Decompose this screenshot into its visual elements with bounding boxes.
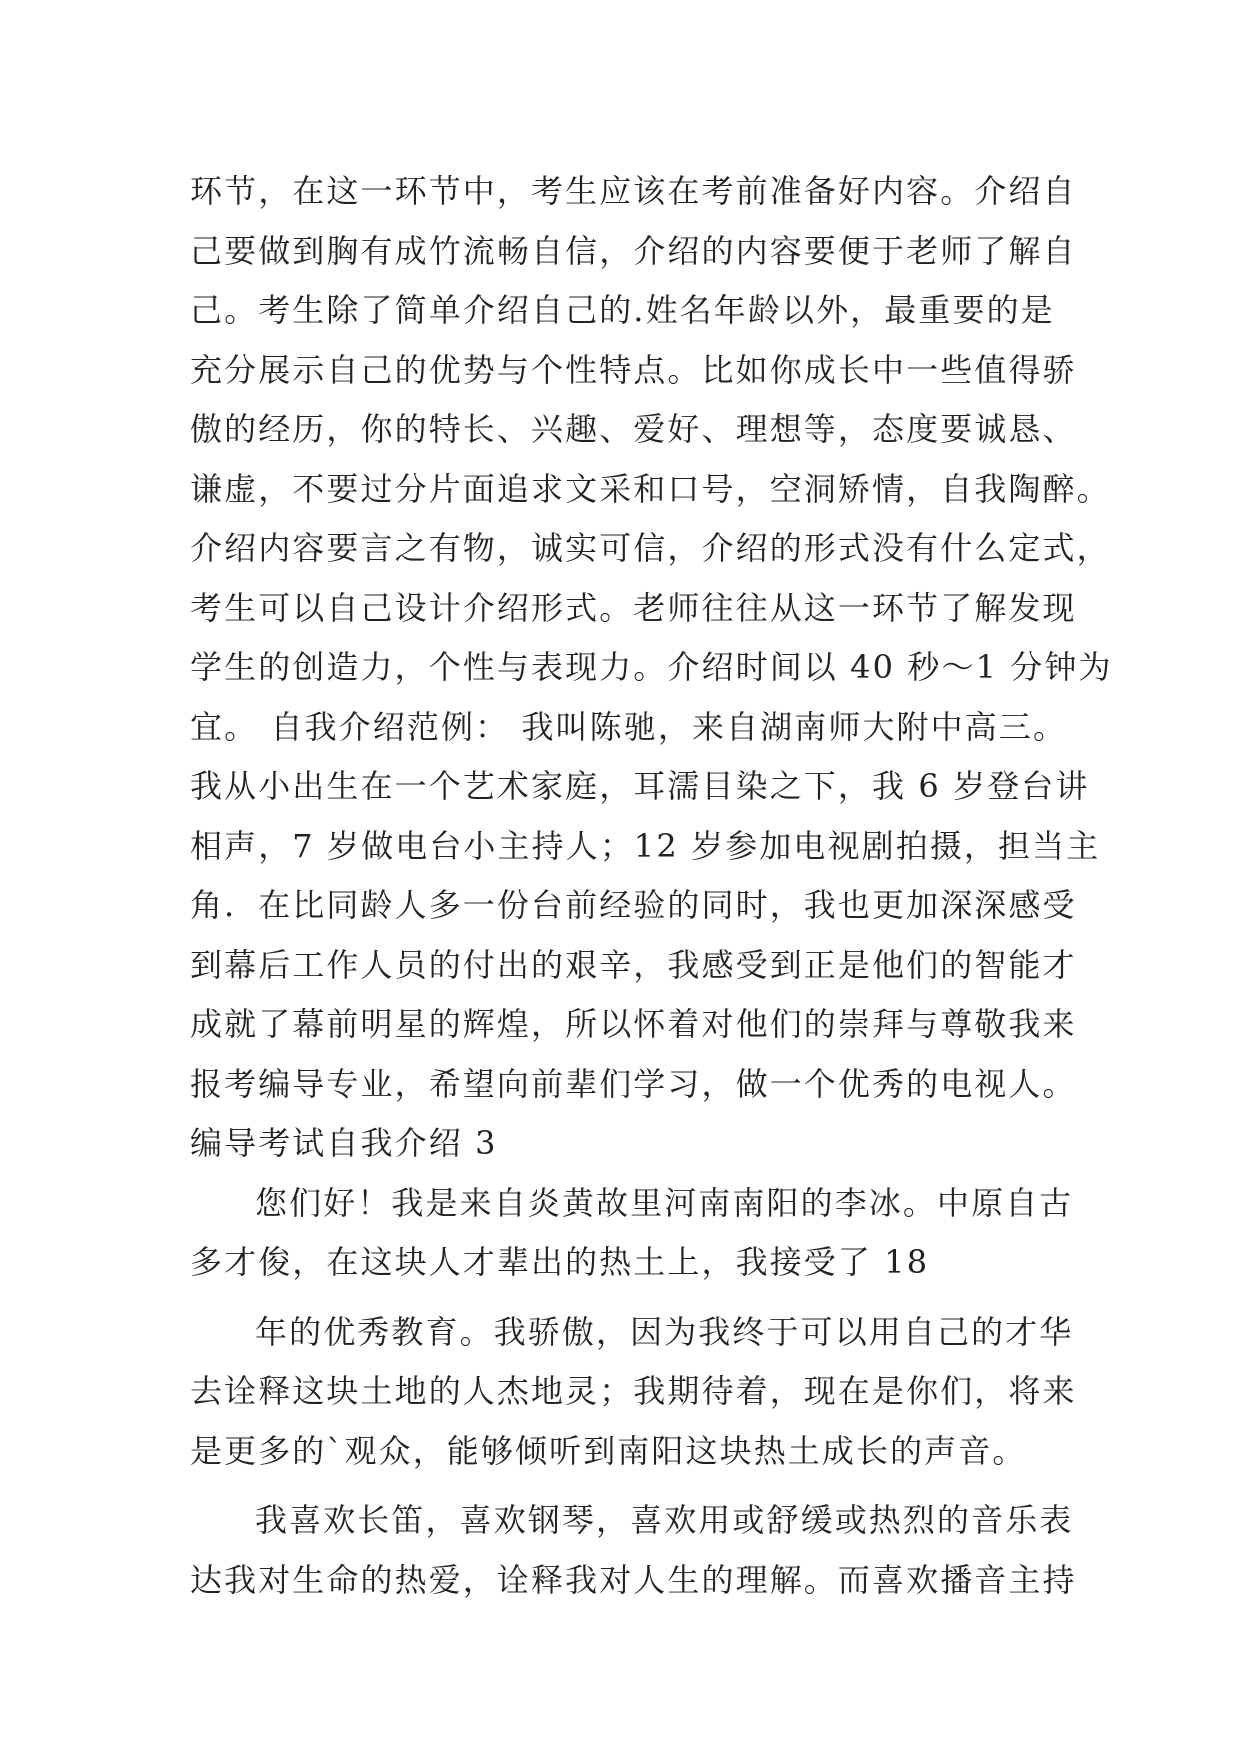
document-body <box>190 162 1113 1610</box>
text-line: 到幕后工作人员的付出的艰辛，我感受到正是他们的智能才 <box>190 945 1077 984</box>
text-line: 去诠释这块土地的人杰地灵；我期待着，现在是你们，将来 <box>190 1372 1077 1410</box>
text-line: 考生可以自己设计介绍形式。老师往往从这一环节了解发现 <box>190 588 1077 627</box>
text-line: 傲的经历，你的特长、兴趣、爱好、理想等，态度要诚恳、 <box>190 410 1077 448</box>
text-line: 己。考生除了简单介绍自己的.姓名年龄以外，最重要的是 <box>190 291 1055 329</box>
text-line: 达我对生命的热爱，诠释我对人生的理解。而喜欢播音主持 <box>190 1560 1077 1599</box>
text-line: 是更多的`观众，能够倾听到南阳这块热土成长的声音。 <box>190 1431 1027 1470</box>
paragraph-first-line: 年的优秀教育。我骄傲，因为我终于可以用自己的才华 <box>255 1312 1074 1351</box>
text-line: 我从小出生在一个艺术家庭，耳濡目染之下，我 6 岁登台讲 <box>190 767 1090 805</box>
section-heading: 编导考试自我介绍 3 <box>190 1124 498 1162</box>
text-line: 环节，在这一环节中，考生应该在考前准备好内容。介绍自 <box>190 172 1077 210</box>
text-line: 报考编导专业，希望向前辈们学习，做一个优秀的电视人。 <box>190 1064 1077 1103</box>
text-line: 成就了幕前明星的辉煌，所以怀着对他们的崇拜与尊敬我来 <box>190 1005 1077 1043</box>
text-line: 谦虚，不要过分片面追求文采和口号，空洞矫情，自我陶醉。 <box>190 469 1111 508</box>
text-line: 多才俊，在这块人才辈出的热土上，我接受了 18 <box>190 1243 930 1281</box>
text-line: 学生的创造力，个性与表现力。介绍时间以 40 秒～1 分钟为 <box>190 648 1113 686</box>
text-line: 相声，7 岁做电台小主持人；12 岁参加电视剧拍摄，担当主 <box>190 826 1101 865</box>
paragraph-first-line: 我喜欢长笛，喜欢钢琴，喜欢用或舒缓或热烈的音乐表 <box>255 1501 1074 1539</box>
text-line: 角．在比同龄人多一份台前经验的同时，我也更加深深感受 <box>190 886 1077 924</box>
paragraph-first-line: 您们好！我是来自炎黄故里河南南阳的李冰。中原自古 <box>255 1183 1074 1222</box>
text-line: 宜。 自我介绍范例： 我叫陈驰，来自湖南师大附中高三。 <box>190 707 1068 746</box>
text-line: 己要做到胸有成竹流畅自信，介绍的内容要便于老师了解自 <box>190 231 1077 270</box>
text-line: 介绍内容要言之有物，诚实可信，介绍的形式没有什么定式， <box>190 529 1111 567</box>
text-line: 充分展示自己的优势与个性特点。比如你成长中一些值得骄 <box>190 350 1077 389</box>
